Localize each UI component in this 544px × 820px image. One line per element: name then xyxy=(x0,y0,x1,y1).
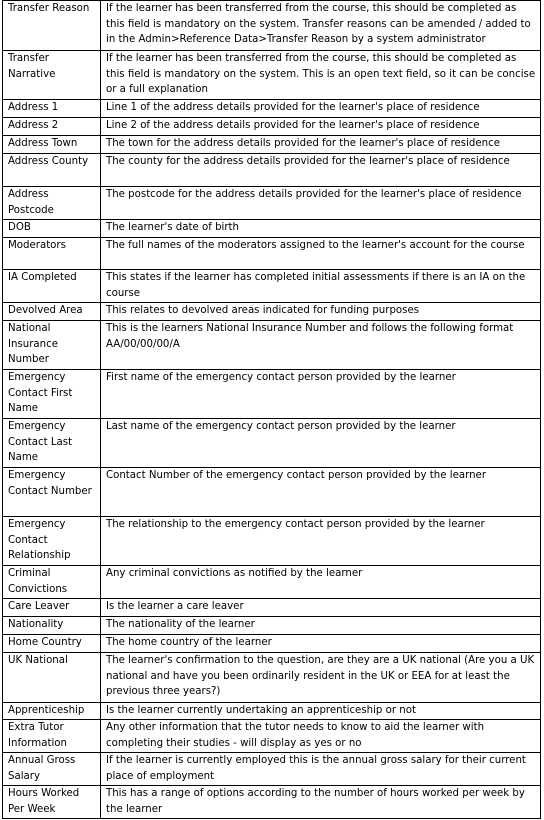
field-description-cell: Is the learner currently undertaking an apprenticeship or not xyxy=(101,703,541,720)
field-description-cell: The learner's date of birth xyxy=(101,220,541,238)
field-name-cell: Nationality xyxy=(3,617,101,635)
field-description-cell: The learner's confirmation to the question, are they are a UK national (Are you a UK national and have you been ordinarily resident in the UK or EEA for at least the previous three years?) xyxy=(101,653,541,703)
field-description-cell: Any criminal convictions as notified by the learner xyxy=(101,566,541,599)
field-name-cell: Devolved Area xyxy=(3,303,101,321)
field-name-cell: Address 2 xyxy=(3,118,101,136)
field-description-cell: Line 2 of the address details provided for the learner's place of residence xyxy=(101,118,541,136)
field-description-cell: Any other information that the tutor needs to know to aid the learner with completing their studies - will display as yes or no xyxy=(101,720,541,753)
table-row xyxy=(3,653,541,703)
table-body xyxy=(3,1,541,819)
field-description-cell: Contact Number of the emergency contact person provided by the learner xyxy=(101,468,541,517)
table-row xyxy=(3,51,541,100)
field-name-cell: Address Postcode xyxy=(3,187,101,220)
field-description-cell: The town for the address details provided for the learner's place of residence xyxy=(101,136,541,154)
field-description-cell: The postcode for the address details provided for the learner's place of residence xyxy=(101,187,541,220)
table-row xyxy=(3,635,541,653)
table-row xyxy=(3,1,541,51)
table-row xyxy=(3,370,541,419)
field-name-cell: Emergency Contact First Name xyxy=(3,370,101,419)
field-name-cell: IA Completed xyxy=(3,270,101,303)
field-description-cell: First name of the emergency contact person provided by the learner xyxy=(101,370,541,419)
field-name-cell: Transfer Reason xyxy=(3,1,101,51)
field-description-cell: The relationship to the emergency contact person provided by the learner xyxy=(101,517,541,566)
table-row xyxy=(3,517,541,566)
table-row xyxy=(3,703,541,720)
table-row xyxy=(3,303,541,321)
field-description-cell: If the learner has been transferred from the course, this should be completed as this field is mandatory on the system. This is an open text field, so it can be concise or a full explanation xyxy=(101,51,541,100)
field-name-cell: Emergency Contact Relationship xyxy=(3,517,101,566)
field-name-cell: National Insurance Number xyxy=(3,321,101,370)
field-description-cell: Line 1 of the address details provided for the learner's place of residence xyxy=(101,100,541,118)
field-description-cell: The full names of the moderators assigned to the learner's account for the course xyxy=(101,238,541,270)
table-row xyxy=(3,599,541,617)
table-row xyxy=(3,566,541,599)
table-row xyxy=(3,187,541,220)
field-description-cell: Is the learner a care leaver xyxy=(101,599,541,617)
field-name-cell: Home Country xyxy=(3,635,101,653)
table-row xyxy=(3,220,541,238)
field-name-cell: Transfer Narrative xyxy=(3,51,101,100)
field-description-cell: If the learner is currently employed this is the annual gross salary for their current place of employment xyxy=(101,753,541,786)
table-row xyxy=(3,786,541,819)
field-name-cell: DOB xyxy=(3,220,101,238)
field-description-cell: If the learner has been transferred from the course, this should be completed as this field is mandatory on the system. Transfer reasons can be amended / added to in the Admin>Reference Data>Transfer Reason by a system administrator xyxy=(101,1,541,51)
field-name-cell: Hours Worked Per Week xyxy=(3,786,101,819)
table-row xyxy=(3,419,541,468)
field-description-cell: The nationality of the learner xyxy=(101,617,541,635)
field-name-cell: Emergency Contact Number xyxy=(3,468,101,517)
field-name-cell: Address Town xyxy=(3,136,101,154)
table-row xyxy=(3,468,541,517)
field-description-cell: This has a range of options according to the number of hours worked per week by the learner xyxy=(101,786,541,819)
field-definitions-table xyxy=(2,0,541,819)
table-row xyxy=(3,270,541,303)
field-description-cell: This states if the learner has completed initial assessments if there is an IA on the course xyxy=(101,270,541,303)
table-row xyxy=(3,753,541,786)
field-name-cell: Apprenticeship xyxy=(3,703,101,720)
table-row xyxy=(3,238,541,270)
field-name-cell: UK National xyxy=(3,653,101,703)
field-name-cell: Moderators xyxy=(3,238,101,270)
field-name-cell: Criminal Convictions xyxy=(3,566,101,599)
table-row xyxy=(3,136,541,154)
field-name-cell: Address County xyxy=(3,154,101,187)
field-description-cell: The county for the address details provided for the learner's place of residence xyxy=(101,154,541,187)
table-row xyxy=(3,617,541,635)
table-row xyxy=(3,154,541,187)
field-description-cell: This relates to devolved areas indicated for funding purposes xyxy=(101,303,541,321)
field-name-cell: Address 1 xyxy=(3,100,101,118)
field-description-cell: The home country of the learner xyxy=(101,635,541,653)
field-name-cell: Extra Tutor Information xyxy=(3,720,101,753)
field-name-cell: Annual Gross Salary xyxy=(3,753,101,786)
field-description-cell: This is the learners National Insurance Number and follows the following format AA/00/00/00/A xyxy=(101,321,541,370)
table-row xyxy=(3,100,541,118)
table-row xyxy=(3,720,541,753)
field-name-cell: Care Leaver xyxy=(3,599,101,617)
field-description-cell: Last name of the emergency contact person provided by the learner xyxy=(101,419,541,468)
table-row xyxy=(3,321,541,370)
field-name-cell: Emergency Contact Last Name xyxy=(3,419,101,468)
table-row xyxy=(3,118,541,136)
